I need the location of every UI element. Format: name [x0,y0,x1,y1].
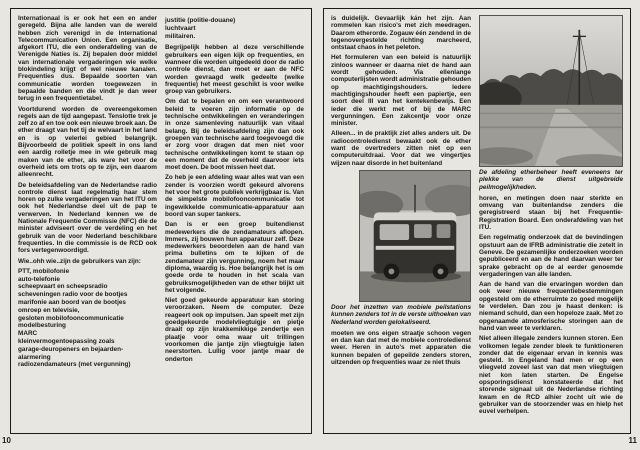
etherbeheer-antenna-field-photo [479,15,623,167]
right-page-column-2 [479,15,623,427]
right-page-column-1 [331,15,471,427]
left-page [10,8,312,434]
list-item: scheveningen radio voor de bootjes [18,291,128,299]
mobile-peilstation-van-photo [359,170,471,302]
left-page-column-1 [18,15,157,427]
list-item: alarmering [18,353,51,361]
list-item: marifonie aan boord van de bootjes [18,298,126,306]
paragraph: Een regelmatig onderzoek dat de bevindingen opstuurt aan de IFRB administratie die zetelt in Geneve. De gezamenlijke onderzoeken worden gepubliceerd en aan de hand daarvan weer ter sprake gebracht op de al eerder genoemde vergaderingen van alle landen. [479,234,623,278]
list-item: scheepvaart en scheepsradio [18,283,108,291]
photo-caption: Door het inzetten van mobiele peilstations kunnen zenders tot in de verste uithoeken van Nederland worden gelokaliseerd. [331,303,471,326]
list-item: luchtvaart [165,24,196,32]
paragraph: Begrijpelijk hebben al deze verschillende gebruikers een eigen kijk op frequenties, en wanneer die worden uitgedeeld door de radio controle dienst, dan moet er aan de NFC worden gevraagd welk gedeelte (welke frequentie) het meest geschikt is voor welke groep van gebruikers. [165,44,304,96]
paragraph: Aan de hand van die ervaringen worden dan ook weer nieuwe frequentiebestemmingen opgesteld om de etherruimte zo goed mogelijk te verdelen. Dan zou je haast denken: is niemand schuld, dan een hopeloze zaak. Met zo opgenaamde atmosferische storingen aan de hand van weer te verklaren. [479,281,623,332]
list-item: garage-deuropeners en bejaarden- [18,345,124,353]
list-item: MARC [18,330,38,338]
paragraph: Het formuleren van een beleid is natuurlijk zinloos wanneer er daarna niet de hand aan wordt gehouden. Via ellenlange computerlijsten wordt administratie gehouden op machtigingshouders. Iedere machtigingshouder heeft een papiertje, een soort deel III van het kentekenbewijs. Een ieder die werkt met of bij de MARC vergunningen. Een zakcentje voor onze minister. [331,54,471,128]
users-list-intro: Wie..ohh wie..zijn de gebruikers van zijn: [18,257,141,265]
page-number-right: 11 [628,436,637,445]
list-item: kleinvermogentoepassing zoals [18,337,115,345]
ether-users-list [18,268,157,369]
paragraph: Internationaal is er ook het een en ander geregeld. Bijna alle landen van de wereld hebben zich verenigd in de International Telecommunication Union. Een organisatie, afgekort ITU, die een onderafdeling van de Verenigde Naties is. Zij bepalen door middel van internationale vergaderingen wie welke blokindeling krijgt of wel nieuwe kanalen. Frequenties dus. Bepaalde soorten van communicatie worden toegewezen in bepaalde banden en die vindt je dan weer terug in een frequentietabel. [18,15,157,103]
paragraph: Zo heb je een afdeling waar alles wat van een zender is voorzien wordt gekeurd alvorens het voor het grote publiek verkrijgbaar is. Van de simpelste mobilofooncommunicatie tot ingewikkelde communicatie-apparatuur aan boord van super tankers. [165,174,304,218]
list-item: PTT, mobilofonie [18,267,70,275]
list-item: modelbesturing [18,322,66,330]
paragraph: Om dat te bepalen en om een verantwoord beleid te voeren zijn informatie op de technische ontwikkelingen en veranderingen in onze samenleving natuurlijk van vitaal belang. Bij de beleidsafdeling zijn dan ook groepen van technische aard toegevoegd die er zorg voor dragen dat men niet voor technische ontwikkelingen komt te staan op een moment dat de overheid daarvoor iets moet doen. De boot missen heet dat. [165,98,304,172]
paragraph: Niet goed gekeurde apparatuur kan storing veroorzaken. Neem de computer. Deze reageert ook op impulsen. Jan speelt met zijn goedgekeurde modelvliegtuigje en pietje draait op zijn krakkemikkige zendertje een plaatje voor oma waar uit trillingen voorkomen die jantje zijn vliegtuigje laten neerstorten. Lullig voor jantje maar de onderton [165,297,304,363]
paragraph: Niet alleen illegale zenders kunnen storen. Een volkomen legale zender bleek te funktioneren zonder dat de eigenaar ervan in kennis was gesteld. In Engeland had men er op een vliegveld zoveel last van dat men vliegtuigen niet kon laten starten. De Engelse opsporingsdienst konstateerde dat het storende signaal uit de Nederlandse richting kwam en de RCD alhier zocht uit wie de gebruiker van de stoorzender was en hielp het euvel verhelpen. [479,335,623,416]
paragraph: moeten we ons eigen straatje schoon vegen en dan kan dat met de mobiele controledienst weer. Heren in auto's met apparaten die kunnen bepalen of gepeilde zenders storen, uitzenden op frequenties waar ze niet thuis [331,329,471,367]
paragraph: Dan is er een groep buitendienst medewerkers die de zendamateurs aflopen. Immers, zij bouwen hun apparatuur zelf. Deze medewerkers beoordelen aan de hand van prima bulletins om te kijken of de zendamateur zijn vergunning, noem het maar diploma, waardig is. Hoe belangrijk het is om goede orde te houden in het scala van gebruiksmogelijkheden van de ether blijkt uit het volgende. [165,221,304,294]
left-page-column-2 [165,15,304,427]
right-page [323,8,631,434]
list-item: radiozendamateurs (met vergunning) [18,361,131,369]
paragraph: horen, en metingen doen naar sterkte en omvang van buitenlandse zenders die geregistreerd staan bij het Frequentie-Registration Board. Een onderafdeling van het ITU. [479,194,623,232]
list-item: militairen. [165,32,196,40]
photo-caption: De afdeling etherbeheer heeft eveneens ter plekke van de dienst uitgebreide peilmogelijkheden. [479,169,623,191]
paragraph: De beleidsafdeling van de Nederlandse radio controle dienst laat regelmatig haar stem horen op zulke vergaderingen van het ITU om ook het Nederlandse deel uit de pap te verwerven. In Nederland kennen we de Nationale Frequentie Commissie (NFC) die de minister adviseert over de verdeling en het gebruik van de voor Nederland beschikbare frequenties. In die commissie is de RCD ook fors vertegenwoordigd. [18,181,157,255]
paragraph: Voortdurend worden de overeengekomen regels aan de tijd aangepast. Tenslotte trek je zelf zo af en toe ook een nieuwe broek aan. De ether draagt van het tij de welvaart in het land en is op velerlei gebied belangrijk. Bijvoorbeeld de politiek speelt in ons land een aardig rolletje mee in wie gebruik mag maken van de ether, als ware het voor de overheid iets om trots op te zijn, een daarom alleenrecht. [18,105,157,179]
paragraph: Alleen... in de praktijk ziet alles anders uit. De radiocontroledienst bewaakt ook de ether want de overtreders zitten niet op een computeruitdraai. Voor dat we vingertjes wijzen naar disorde in het buitenland [331,130,471,167]
list-item: auto-telefonie [18,275,60,283]
list-item: omroep en televisie, [18,306,80,314]
list-item: gesloten mobilofooncommunicatie [18,314,124,322]
page-number-left: 10 [2,436,11,445]
list-item: justitie (politie-douane) [165,17,236,24]
paragraph: is duidelijk. Gevaarlijk kán het zijn. Aan rommelen kan risico's met zich meedragen. Daarom etherorde. Zogauw één zendend in de tegenovergestelde richting marcheerd, ontstaat chaos in het peleton. [331,15,471,52]
ether-users-list-continued [165,17,304,40]
